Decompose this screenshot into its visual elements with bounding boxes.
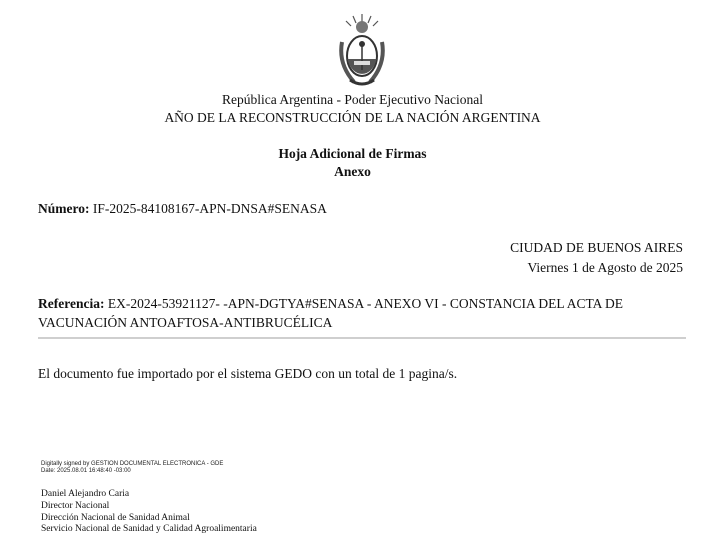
document-title: Hoja Adicional de Firmas bbox=[278, 146, 427, 161]
referencia-line-1 bbox=[38, 294, 698, 313]
numero-label: Número: bbox=[38, 201, 90, 216]
numero-row bbox=[38, 201, 327, 217]
national-coat-of-arms-icon bbox=[336, 12, 388, 92]
header-year-line: AÑO DE LA RECONSTRUCCIÓN DE LA NACIÓN ARGENTINA bbox=[164, 110, 541, 125]
signer-name: Daniel Alejandro Caria bbox=[41, 489, 130, 499]
header-republic-line: República Argentina - Poder Ejecutivo Nacional bbox=[221, 92, 484, 107]
referencia-value-2: VACUNACIÓN ANTOAFTOSA-ANTIBRUCÉLICA bbox=[38, 315, 333, 330]
signer-office: Dirección Nacional de Sanidad Animal bbox=[41, 512, 190, 523]
referencia-label: Referencia: bbox=[38, 296, 105, 311]
signer-block bbox=[41, 489, 257, 536]
date-text: Viernes 1 de Agosto de 2025 bbox=[527, 260, 683, 275]
referencia-value-1: EX-2024-53921127- -APN-DGTYA#SENASA - ANEXO VI - CONSTANCIA DEL ACTA DE bbox=[107, 296, 624, 311]
section-divider bbox=[38, 337, 686, 339]
document-subtitle: Anexo bbox=[334, 164, 371, 179]
digital-signature-stamp bbox=[41, 461, 223, 474]
referencia-block bbox=[38, 294, 698, 332]
digital-signature-line-2: Date: 2025.08.01 16:48:40 -03:00 bbox=[41, 467, 131, 474]
body-text: El documento fue importado por el sistema GEDO con un total de 1 pagina/s. bbox=[38, 366, 458, 381]
digital-signature-line-1: Digitally signed by GESTION DOCUMENTAL ELECTRONICA - GDE bbox=[41, 461, 224, 467]
numero-value: IF-2025-84108167-APN-DNSA#SENASA bbox=[92, 201, 327, 216]
place-text: CIUDAD DE BUENOS AIRES bbox=[510, 240, 683, 255]
signer-agency: Servicio Nacional de Sanidad y Calidad Agroalimentaria bbox=[41, 524, 257, 535]
signer-title: Director Nacional bbox=[41, 500, 110, 511]
